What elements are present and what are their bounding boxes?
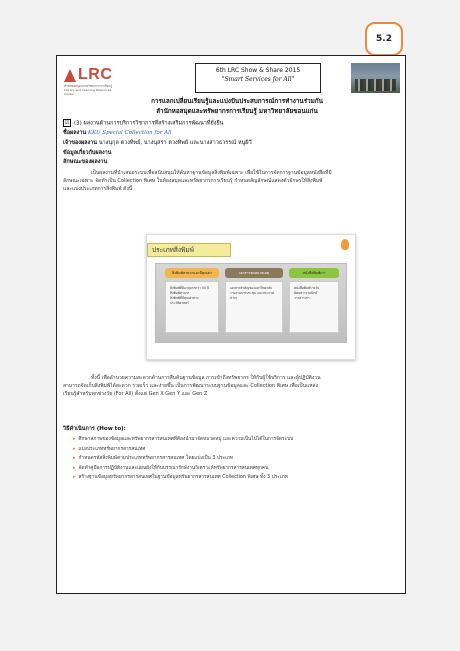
column-1-heading: สิ่งพิมพ์หายากและมีคุณค่า	[165, 268, 219, 278]
doc-title-line-2: สำนักหอสมุดและทรัพยากรการเรียนรู้ มหาวิทยาลัยขอนแก่น	[156, 108, 318, 115]
how-to-step: ▸ แบ่งประเภททรัพยากรสารสนเทศ	[73, 445, 293, 455]
nature-heading: ลักษณะของผลงาน	[63, 159, 108, 165]
column-1-body	[165, 281, 219, 333]
checkbox-icon: ☑	[64, 120, 70, 126]
column-2-heading: เอกสารจดหมายเหตุ	[225, 268, 283, 278]
column-3-bullet-1: หนังสือพิมพ์รายวัน	[294, 286, 320, 290]
column-3-bullet-3: วารสารเก่า	[294, 296, 310, 300]
work-name-label: ชื่อผลงาน	[63, 130, 87, 136]
column-1-bullet-3: สิ่งพิมพ์ที่มีคุณค่าทางประวัติศาสตร์	[170, 296, 199, 305]
group-photo	[351, 63, 400, 93]
logo-triangle-icon	[64, 69, 76, 82]
doc-title-line-1: การแลกเปลี่ยนเรียนรู้และแบ่งปันประสบการณ์การทำงานร่วมกัน	[151, 98, 323, 105]
column-2-bullet-1: เอกสารสำคัญของมหาวิทยาลัย	[230, 286, 272, 290]
nature-line-1: เป็นผลงานที่นำเสนอระบบเพื่อสนับสนุนให้ค้นหาฐานข้อมูลสิ่งพิมพ์เฉพาะ เพื่อใช้ในการจัดการฐานข้อมูลหนังสือที่มี	[91, 170, 332, 176]
how-to-step: ▸ ศึกษาสภาพของข้อมูลและทรัพยากรสารสนเทศที่ต้องนำมาจัดหมวดหมู่ และความเป็นไปได้ในการจัดระบบ	[73, 435, 293, 445]
column-1-bullet-1: สิ่งพิมพ์ที่มีอายุมากกว่า 50 ปี	[170, 286, 210, 290]
logo-text: LRC	[78, 66, 113, 83]
category-line	[63, 119, 223, 128]
lrc-logo	[64, 66, 116, 96]
closing-line-1: ทั้งนี้ เพื่ออำนวยความสะดวกด้านการสืบค้นฐานข้อมูล การเข้าถึงทรัพยากร ให้กับผู้ใช้บริการ และผู้ปฏิบัติงาน	[91, 375, 321, 381]
column-3-bullet-2: นิตยสารรายปักษ์	[294, 291, 317, 295]
logo-subtitle-th: สำนักหอสมุดและทรัพยากรการเรียนรู้	[64, 84, 112, 88]
column-2-bullet-2: รายงานการประชุม และประกาศต่างๆ	[230, 291, 274, 300]
column-3-heading: หนังสือพิมพ์เก่า	[289, 268, 339, 278]
column-3-body	[289, 281, 339, 333]
event-box	[195, 63, 321, 93]
owners-line	[63, 139, 252, 147]
about-heading: ข้อมูลเกี่ยวกับผลงาน	[63, 150, 112, 156]
column-1-bullet-2: สิ่งพิมพ์หายาก	[170, 291, 190, 295]
drop-icon	[341, 239, 349, 250]
publication-types-slide	[146, 234, 356, 360]
column-2-body	[225, 281, 283, 333]
closing-line-2: สามารถจัดเก็บสิ่งพิมพ์ได้สะดวก รวดเร็ว และง่ายขึ้น เป็นการพัฒนาระบบฐานข้อมูลและ Collection พิเศษ เพื่อเป็นแหล่ง	[63, 383, 319, 389]
slide-header: ประเภทสิ่งพิมพ์	[147, 243, 231, 257]
page-number-badge: 5.2	[365, 22, 403, 56]
how-to-steps	[73, 435, 293, 483]
how-to-step: ▸ สร้างฐานข้อมูลทรัพยากรสารสนเทศในฐานข้อมูลทรัพยากรสารสนเทศ Collection พิเศษ ทั้ง 3 ประเภท	[73, 473, 293, 483]
nature-line-3: และแบ่งประเภทการสิ่งพิมพ์ ดังนี้	[63, 186, 133, 192]
nature-line-2: ลักษณะเฉพาะ จัดทำเป็น Collection พิเศษ ในห้องสมุดและทรัพยากรการเรียนรู้ กำหนดสัญลักษณ์แสดงตัวอักษรให้สิ่งพิมพ์	[63, 178, 323, 184]
how-to-heading: วิธีดำเนินการ (How to):	[63, 426, 126, 432]
how-to-step: ▸ จัดทำคู่มือการปฏิบัติงานและแผนผังให้กับบรรณารักษ์งานวิเคราะห์ทรัพยากรสารสนเทศทุกคน	[73, 464, 293, 474]
how-to-step: ▸ กำหนดรหัสสิ่งพิมพ์ตามประเภททรัพยากรสารสนเทศ โดยแบ่งเป็น 3 ประเภท	[73, 454, 293, 464]
logo-subtitle-en: Library and Learning Resources Center	[64, 88, 112, 96]
owners-label: เจ้าของผลงาน	[63, 140, 98, 146]
closing-paragraph	[63, 374, 399, 398]
event-slogan: "Smart Services for All"	[221, 76, 295, 83]
event-title: 6th LRC Show & Share 2015	[215, 67, 301, 74]
nature-paragraph	[63, 169, 399, 193]
work-name-value: KKU Special Collection for All	[87, 130, 172, 136]
work-name-line	[63, 129, 172, 137]
category-text: (3) ผลงานด้านการบริการวิชาการที่สร้างเสริมการพัฒนาที่ยั่งยืน	[74, 120, 224, 127]
owners-value: นางนุกุล ตวงทิพย์, นางนุสรา ตวงทิพย์ และนางสาวธวรรณ์ หนูผิวี	[98, 140, 252, 146]
document-sheet	[56, 55, 406, 594]
closing-line-3: เรียนรู้สำหรับทุกช่วงวัย (For All) ตั้งแต่ Gen X Gen Y และ Gen Z	[63, 391, 208, 397]
